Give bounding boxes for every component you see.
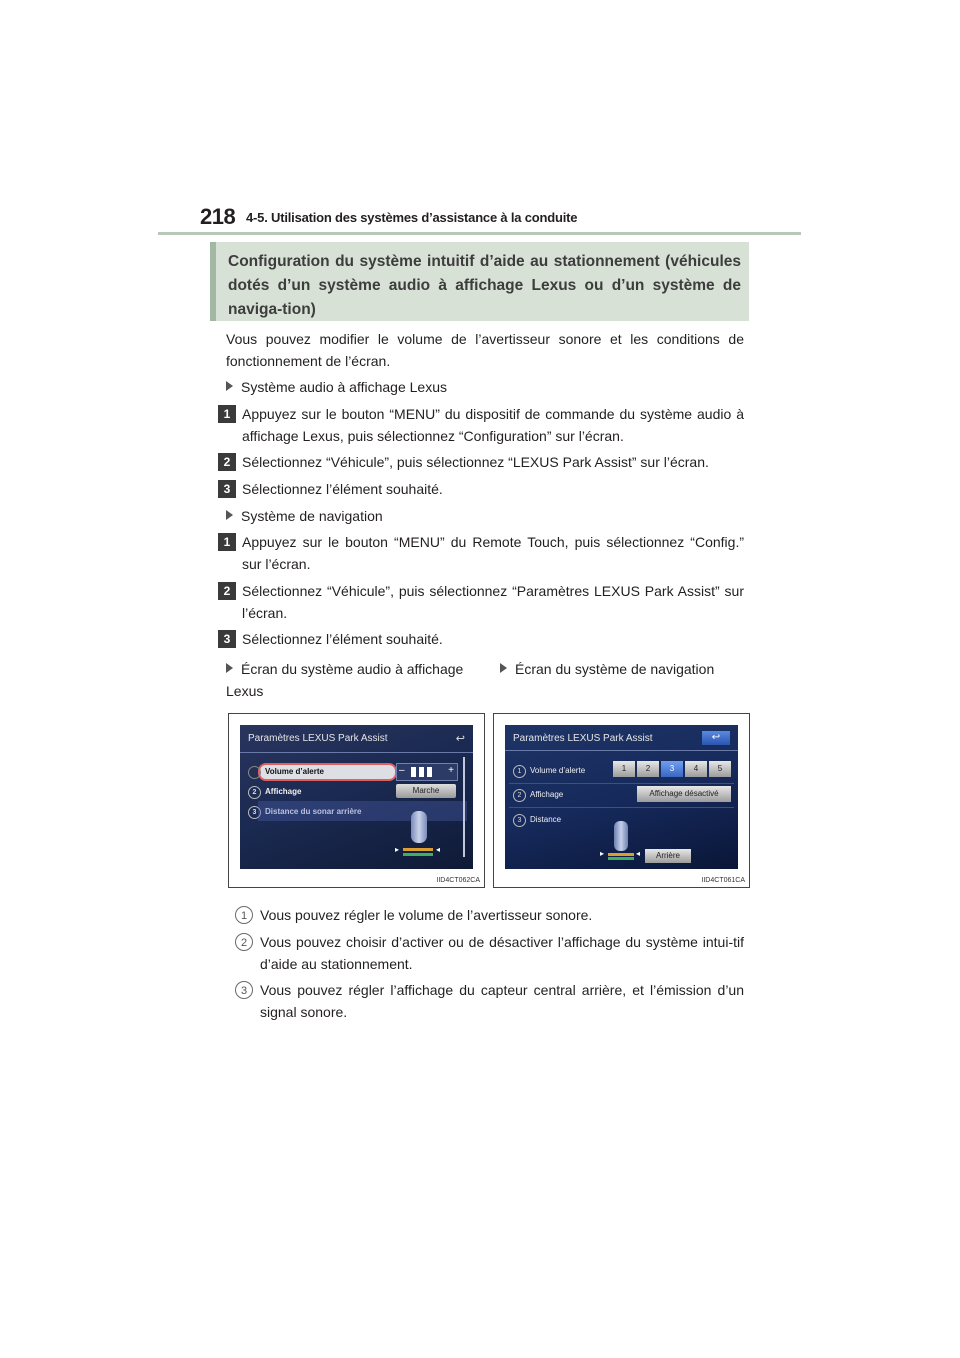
legend-number: 3 [235,981,253,999]
caption-nav-screen: Écran du système de navigation [500,658,750,680]
chapter-title: 4-5. Utilisation des systèmes d’assistance à la conduite [246,210,578,225]
step-number: 1 [218,405,236,423]
car-icon [411,811,427,843]
arrow-right-icon: ◂ [636,849,641,858]
back-icon[interactable]: ↩ [702,731,730,745]
back-icon: ↩ [455,733,465,745]
intro-paragraph: Vous pouvez modifier le volume de l’avertisseur sonore et les conditions de fonctionnement de l’écran. [226,331,744,369]
audio-screen-figure [228,713,485,888]
audio-row-2: 2 Affichage [248,786,301,799]
nav-row-3: 3 Distance [513,814,561,827]
step-number: 2 [218,453,236,471]
volume-level-5-button[interactable]: 5 [709,761,731,777]
audio-screen [240,725,473,869]
scrollbar[interactable] [463,757,465,857]
volume-segment [427,767,432,777]
title-divider [240,752,473,753]
audio-row-3: 3 Distance du sonar arrière [248,806,361,819]
row-divider [509,783,734,784]
volume-bar: – + [396,763,458,781]
nav-step-3: Sélectionnez l’élément souhaité. [242,631,443,647]
display-toggle-button[interactable]: Marche [396,784,456,798]
display-toggle-button[interactable]: Affichage désactivé [637,786,731,802]
volume-segment [411,767,416,777]
arrow-left-icon: ▸ [395,845,400,854]
volume-level-3-button[interactable]: 3 [661,761,683,777]
page-number: 218 [200,204,236,229]
nav-step-2: Sélectionnez “Véhicule”, puis sélectionnez “Paramètres LEXUS Park Assist” sur l’écran. [242,583,744,621]
nav-step-1: Appuyez sur le bouton “MENU” du Remote Touch, puis sélectionnez “Config.” sur l’écran. [242,534,744,572]
volume-level-2-button[interactable]: 2 [637,761,659,777]
audio-step-2: Sélectionnez “Véhicule”, puis sélectionnez “LEXUS Park Assist” sur l’écran. [242,454,709,470]
arrow-left-icon: ▸ [600,849,605,858]
legend-item-1: Vous pouvez régler le volume de l’avertisseur sonore. [260,907,593,923]
nav-screen [505,725,738,869]
figure-code: IID4CT062CA [436,877,480,884]
car-icon [614,821,628,851]
audio-heading: Système audio à affichage Lexus [226,376,447,398]
audio-row-1: 1 Volume d’alerte [248,766,324,779]
section-title: Configuration du système intuitif d’aide au stationnement (véhicules dotés d’un système audio à affichage Lexus ou d’un système de naviga-tion) [228,253,741,318]
header-rule [158,232,801,235]
row-band [258,801,467,821]
sensor-bar-icon [608,853,634,856]
nav-row-1: 1 Volume d’alerte [513,765,585,778]
legend-item-2: Vous pouvez choisir d’activer ou de désactiver l’affichage du système intui-tif d’aide au stationnement. [260,934,744,972]
volume-level-1-button[interactable]: 1 [613,761,635,777]
step-number: 1 [218,533,236,551]
legend-item-3: Vous pouvez régler l’affichage du capteur central arrière, et l’émission d’un signal sonore. [260,982,744,1020]
legend-number: 1 [235,906,253,924]
triangle-bullet-icon [226,663,233,673]
step-number: 2 [218,582,236,600]
triangle-bullet-icon [500,663,507,673]
title-divider [505,750,738,751]
screen-title: Paramètres LEXUS Park Assist [248,733,388,744]
nav-screen-figure [493,713,750,888]
step-number: 3 [218,480,236,498]
sensor-bar-icon [403,848,433,851]
audio-step-3: Sélectionnez l’élément souhaité. [242,481,443,497]
row-divider [509,807,734,808]
triangle-bullet-icon [226,510,233,520]
legend-number: 2 [235,933,253,951]
section-banner [210,242,749,321]
figure-code: IID4CT061CA [701,877,745,884]
nav-heading: Système de navigation [226,505,383,527]
sensor-bar-icon [403,853,433,856]
screen-title: Paramètres LEXUS Park Assist [513,733,653,744]
nav-row-2: 2 Affichage [513,789,563,802]
volume-segment [419,767,424,777]
arrow-right-icon: ◂ [436,845,441,854]
distance-setting-button[interactable]: Arrière [645,849,691,863]
volume-level-4-button[interactable]: 4 [685,761,707,777]
triangle-bullet-icon [226,381,233,391]
step-number: 3 [218,630,236,648]
caption-audio-screen: Écran du système audio à affichage Lexus [226,661,464,699]
audio-step-1: Appuyez sur le bouton “MENU” du dispositif de commande du système audio à affichage Lexus, puis sélectionnez “Configuration” sur l’écran. [242,406,744,444]
sensor-bar-icon [608,857,634,860]
